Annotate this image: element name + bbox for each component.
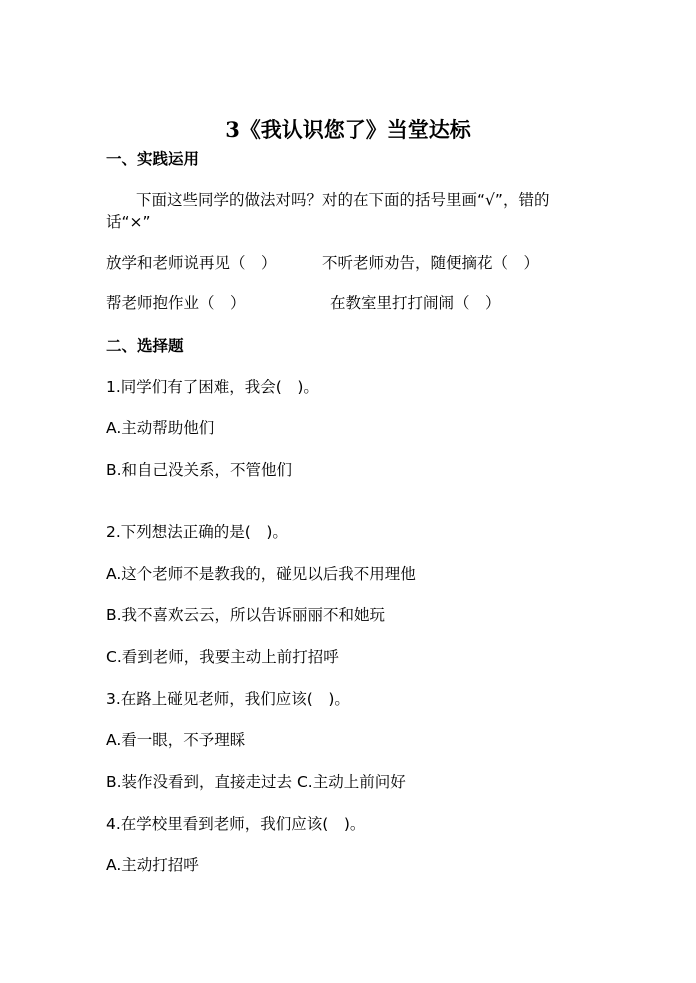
practice-item: 放学和老师说再见（ ） <box>106 254 277 272</box>
question-option: A.主动打招呼 <box>106 856 199 874</box>
question-stem: 4.在学校里看到老师，我们应该( )。 <box>106 815 366 833</box>
question-stem: 1.同学们有了困难，我会( )。 <box>106 378 319 396</box>
question-option: B.和自己没关系，不管他们 <box>106 461 293 479</box>
question-option: B.装作没看到，直接走过去 C.主动上前问好 <box>106 773 406 791</box>
instruction-line-1: 下面这些同学的做法对吗？对的在下面的括号里画“√”，错的 <box>136 191 550 209</box>
question-stem: 2.下列想法正确的是( )。 <box>106 523 288 541</box>
section-heading-practice: 一、实践运用 <box>106 150 200 168</box>
question-option: A.看一眼，不予理睬 <box>106 731 246 749</box>
instruction-line-2: 话“×” <box>106 213 151 231</box>
question-option: A.这个老师不是教我的，碰见以后我不用理他 <box>106 565 416 583</box>
practice-item: 在教室里打打闹闹（ ） <box>330 294 501 312</box>
section-heading-choice: 二、选择题 <box>106 337 184 355</box>
practice-item: 不听老师劝告，随便摘花（ ） <box>322 254 540 272</box>
question-stem: 3.在路上碰见老师，我们应该( )。 <box>106 690 350 708</box>
question-option: C.看到老师，我要主动上前打招呼 <box>106 648 339 666</box>
page-title: 3《我认识您了》当堂达标 <box>225 117 471 142</box>
question-option: B.我不喜欢云云，所以告诉丽丽不和她玩 <box>106 606 386 624</box>
practice-item: 帮老师抱作业（ ） <box>106 294 246 312</box>
question-option: A.主动帮助他们 <box>106 419 215 437</box>
